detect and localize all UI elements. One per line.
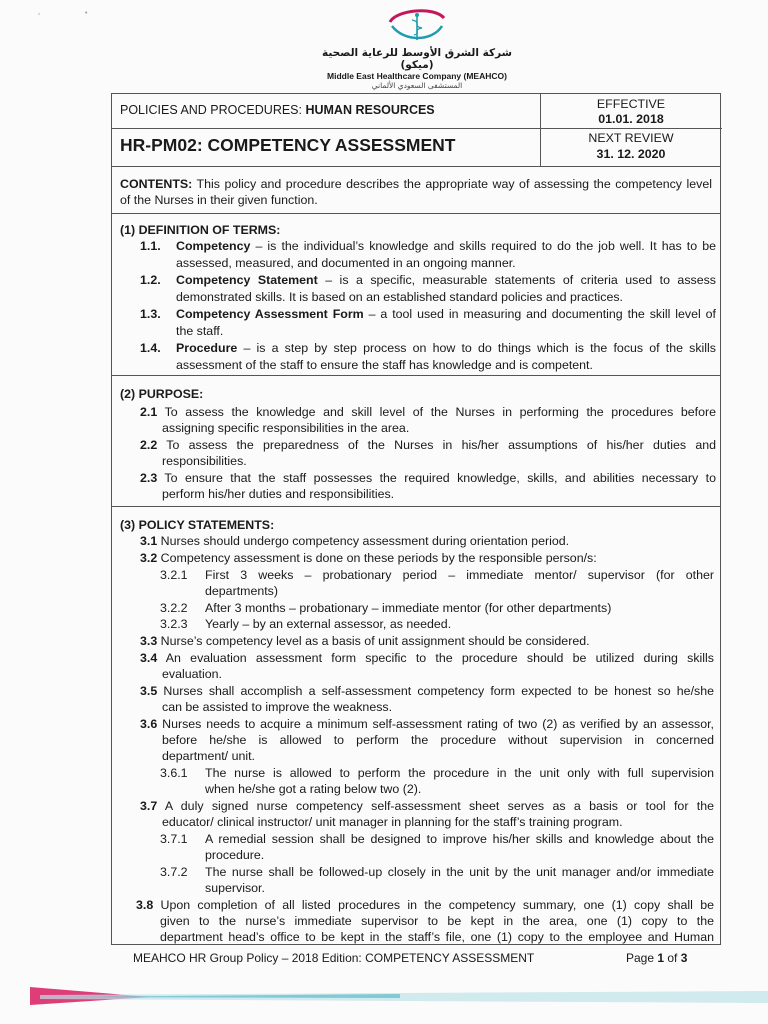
item-number: 1.2. <box>140 273 161 287</box>
rule <box>112 506 720 507</box>
item-number: 1.1. <box>140 239 161 253</box>
next-review-date: 31. 12. 2020 <box>596 147 666 161</box>
rule <box>112 213 720 214</box>
contents-line: CONTENTS: This policy and procedure describes the appropriate way of assessing the competency level <box>120 177 712 191</box>
section-heading: (3) POLICY STATEMENTS: <box>120 518 275 532</box>
policy-sub-item: departments) <box>205 584 279 598</box>
sub-item-number: 3.7.2 <box>160 865 188 879</box>
policy-sub-item: procedure. <box>205 848 265 862</box>
company-logo <box>322 8 512 88</box>
policy-item: 3.4 An evaluation assessment form specific to the procedure should be utilized during skills <box>140 651 714 665</box>
rule <box>540 128 722 129</box>
policy-item: 3.8 Upon completion of all listed procedures in the competency summary, one (1) copy shall be <box>136 898 714 912</box>
contents-line: of the Nurses in their given function. <box>120 193 318 207</box>
purpose-item: 2.2 To assess the preparedness of the Nurses in his/her assumptions of his/her duties and <box>140 438 716 452</box>
next-review-label: NEXT REVIEW <box>588 131 674 145</box>
policy-item: 3.6 Nurses needs to acquire a minimum self-assessment rating of two (2) as verified by an assessor, <box>140 717 714 731</box>
policy-item: before he/she is allowed to perform the procedure without supervision in concerned <box>162 733 714 747</box>
item-number: 1.4. <box>140 341 161 355</box>
meahco-emblem-icon <box>382 8 452 46</box>
sub-item-number: 3.2.2 <box>160 601 188 615</box>
footer-ribbon <box>0 985 768 1007</box>
sub-item-number: 3.6.1 <box>160 766 188 780</box>
rule <box>112 375 720 376</box>
definition-item: demonstrated skills. It is based on an established standard policies and practices. <box>176 290 624 304</box>
policy-sub-item: The nurse shall be followed-up closely in the unit by the unit manager and/or immediate <box>205 865 714 879</box>
scan-mark: ‚ <box>38 6 40 16</box>
policy-item: 3.5 Nurses shall accomplish a self-assessment competency form expected to be honest so he/she <box>140 684 714 698</box>
policy-sub-item: After 3 months – probationary – immediate mentor (for other departments) <box>205 601 612 615</box>
company-name-arabic: شركة الشرق الأوسط للرعاية الصحية (ميكو) <box>322 47 512 71</box>
policy-item: can be assisted to improve the weakness. <box>162 700 393 714</box>
company-name-english: Middle East Healthcare Company (MEAHCO) <box>327 71 507 81</box>
policy-item: department/ unit. <box>162 749 255 763</box>
effective-label: EFFECTIVE <box>596 97 666 111</box>
effective-date: 01.01. 2018 <box>598 112 664 126</box>
footer-text: MEAHCO HR Group Policy – 2018 Edition: COMPETENCY ASSESSMENT <box>133 951 535 965</box>
policy-category: POLICIES AND PROCEDURES: HUMAN RESOURCES <box>120 103 435 117</box>
page-title: HR-PM02: COMPETENCY ASSESSMENT <box>120 135 456 155</box>
page-indicator: Page 1 of 3 <box>626 951 688 965</box>
rule <box>112 166 720 167</box>
sub-item-number: 3.7.1 <box>160 832 188 846</box>
policy-item: educator/ clinical instructor/ unit manager in planning for the staff’s training program. <box>162 815 623 829</box>
policy-sub-item: Yearly – by an external assessor, as needed. <box>205 617 452 631</box>
purpose-item: 2.1 To assess the knowledge and skill level of the Nurses in performing the procedures before <box>140 405 716 419</box>
purpose-item: perform his/her duties and responsibilities. <box>162 487 395 501</box>
scan-mark-2: • <box>85 10 88 17</box>
policy-sub-item: supervisor. <box>205 881 265 895</box>
definition-item: Competency – is the individual’s knowledge and skills required to do the job well. It has to be <box>176 239 716 253</box>
policy-item: department head’s office to be kept in the staff’s file, one (1) copy to the employee and Human <box>160 930 714 944</box>
policy-item: 3.1 Nurses should undergo competency assessment during orientation period. <box>140 534 570 548</box>
definition-item: assessment of the staff to ensure the staff has knowledge and is competent. <box>176 358 593 372</box>
purpose-item: assigning specific responsibilities in the area. <box>162 421 410 435</box>
definition-item: the staff. <box>176 324 224 338</box>
sub-item-number: 3.2.1 <box>160 568 188 582</box>
rule <box>112 128 540 129</box>
definition-item: assessed, measured, and documented in an ongoing manner. <box>176 256 516 270</box>
policy-sub-item: A remedial session shall be designed to improve his/her skills and knowledge about the <box>205 832 714 846</box>
policy-item: 3.7 A duly signed nurse competency self-assessment sheet serves as a basis or tool for the <box>140 799 714 813</box>
policy-item: given to the nurse’s immediate supervisor to be kept in the area, one (1) copy to the <box>160 914 714 928</box>
definition-item: Competency Statement – is a specific, measurable statements of criteria used to assess <box>176 273 716 287</box>
policy-sub-item: The nurse is allowed to perform the procedure in the unit only with full supervision <box>205 766 714 780</box>
hospital-name-arabic: المستشفى السعودي الألماني <box>371 81 463 90</box>
policy-item: 3.2 Competency assessment is done on these periods by the responsible person/s: <box>140 551 597 565</box>
purpose-item: responsibilities. <box>162 454 247 468</box>
item-number: 1.3. <box>140 307 161 321</box>
policy-sub-item: when he/she got a rating below two (2). <box>205 782 422 796</box>
section-heading: (1) DEFINITION OF TERMS: <box>120 223 281 237</box>
definition-item: Procedure – is a step by step process on how to do things which is the focus of the skills <box>176 341 716 355</box>
policy-item: 3.3 Nurse’s competency level as a basis of unit assignment should be considered. <box>140 634 590 648</box>
policy-frame <box>111 93 721 945</box>
purpose-item: 2.3 To ensure that the staff possesses the required knowledge, skills, and abilities necessary to <box>140 471 716 485</box>
policy-item: evaluation. <box>162 667 222 681</box>
policy-sub-item: First 3 weeks – probationary period – immediate mentor/ supervisor (for other <box>205 568 714 582</box>
section-heading: (2) PURPOSE: <box>120 387 204 401</box>
definition-item: Competency Assessment Form – a tool used in measuring and documenting the skill level of <box>176 307 716 321</box>
sub-item-number: 3.2.3 <box>160 617 188 631</box>
